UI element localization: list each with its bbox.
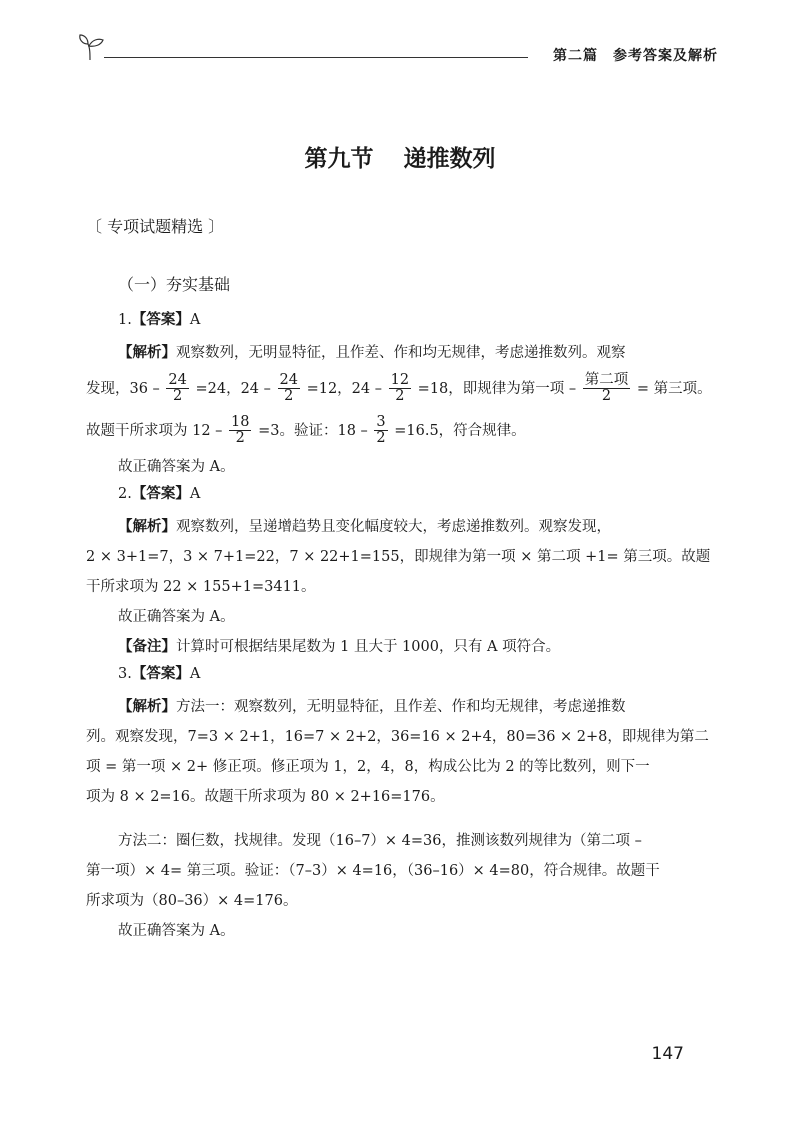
answer-value: A [189,312,201,328]
q3-analysis-line-4: 项为 8 × 2=16。故题干所求项为 80 × 2+16=176。 [86,789,445,805]
q2-conclusion: 故正确答案为 A。 [118,609,235,625]
q2-note: 【备注】计算时可根据结果尾数为 1 且大于 1000，只有 A 项符合。 [118,639,561,655]
q3-conclusion: 故正确答案为 A。 [118,923,235,939]
fraction: $\frac{24}{2}$ [279,371,298,404]
q1-answer-line: 1.【答案】A [118,312,201,328]
q2-analysis-line-1: 【解析】观察数列，呈递增趋势且变化幅度较大，考虑递推数列。观察发现， [118,519,611,535]
header-title: 第二篇 参考答案及解析 [553,48,718,64]
fraction: $\frac{12}{2}$ [390,371,410,404]
fraction: $\frac{3}{2}$ [376,413,386,446]
page-number: 147 [651,1044,684,1064]
q3-method2-line-3: 所求项为（80–36）× 4=176。 [86,893,298,909]
part-title: （一）夯实基础 [118,275,231,294]
q3-answer-line: 3.【答案】A [118,666,201,682]
q1-analysis-line-2: 发现，36 – $\frac{24}{2}$ =24，24 – $\frac{24}{2}$ =12，24 – $\frac{12}{2}$ =18，即规律为第一项 – $\frac{\text{第二项}}{2}$ = 第三项。 [86,371,712,404]
sprout-icon [78,32,106,62]
q3-analysis-line-2: 列。观察发现，7=3 × 2+1，16=7 × 2+2，36=16 × 2+4，80=36 × 2+8，即规律为第二 [86,729,709,745]
q1-analysis-line-3: 故题干所求项为 12 – $\frac{18}{2}$ =3。验证：18 – $\frac{3}{2}$ =16.5，符合规律。 [86,413,526,446]
q1-conclusion: 故正确答案为 A。 [118,459,235,475]
analysis-tag: 【解析】 [118,519,176,535]
q3-analysis-line-3: 项 = 第一项 × 2+ 修正项。修正项为 1，2，4，8，构成公比为 2 的等比数列，则下一 [86,759,650,775]
answer-tag: 【答案】 [131,312,190,328]
q1-analysis-line-1: 【解析】观察数列，无明显特征，且作差、作和均无规律，考虑递推数列。观察 [118,345,626,361]
section-name: 递推数列 [403,146,496,172]
q3-method2-line-1: 方法二：圈仨数，找规律。发现（16–7）× 4=36，推测该数列规律为（第二项 – [118,833,642,849]
q3-method2-line-2: 第一项）× 4= 第三项。验证：（7–3）× 4=16，（36–16）× 4=80，符合规律。故题干 [86,863,660,879]
answer-tag: 【答案】 [131,666,190,682]
q2-analysis-line-2: 2 × 3+1=7，3 × 7+1=22，7 × 22+1=155，即规律为第一项 × 第二项 +1= 第三项。故题 [86,549,711,565]
fraction: $\frac{24}{2}$ [168,371,187,404]
answers-content [86,308,714,946]
analysis-tag: 【解析】 [118,699,176,715]
note-tag: 【备注】 [118,639,176,655]
subhead-label: 〔 专项试题精选 〕 [86,217,225,236]
q3-analysis-line-1: 【解析】方法一：观察数列，无明显特征，且作差、作和均无规律，考虑递推数 [118,699,626,715]
section-number: 第九节 [304,146,374,172]
q2-answer-line: 2.【答案】A [118,486,201,502]
fraction: $\frac{\text{第二项}}{2}$ [584,371,629,404]
section-title [0,140,800,173]
analysis-tag: 【解析】 [118,345,176,361]
answer-value: A [189,486,201,502]
answer-tag: 【答案】 [131,486,190,502]
answer-value: A [189,666,201,682]
fraction: $\frac{18}{2}$ [231,413,250,446]
page-header [78,32,718,68]
q2-analysis-line-3: 干所求项为 22 × 155+1=3411。 [86,579,316,595]
header-rule [104,57,528,58]
